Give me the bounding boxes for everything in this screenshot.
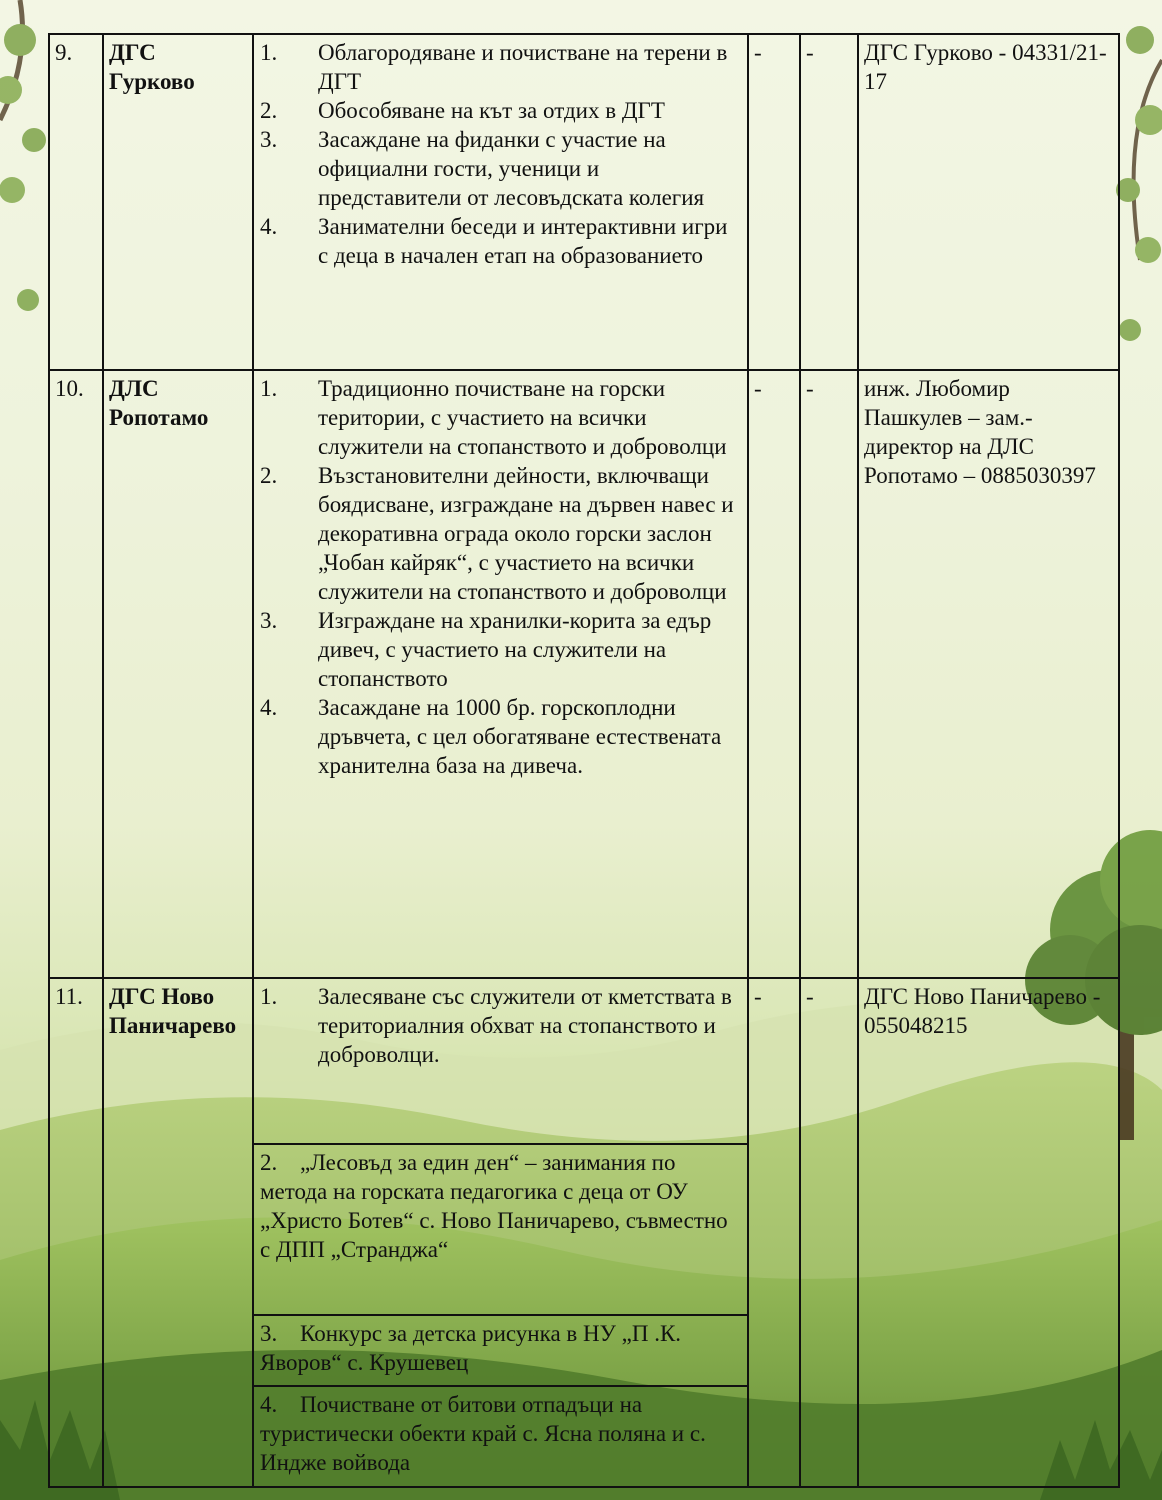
item-number: 4. (260, 214, 278, 239)
list-item (260, 96, 741, 125)
column-4-value: - (748, 978, 800, 1487)
item-number: 1. (260, 984, 278, 1009)
item-text: Конкурс за детска рисунка в НУ „П .К. Яворов“ с. Крушевец (260, 1321, 682, 1375)
list-item (260, 606, 741, 693)
organization-name: ДЛС Ропотамо (103, 370, 253, 978)
item-text: Залесяване със служители от кметствата в териториалния обхват на стопанството и доброволци. (318, 984, 732, 1067)
activity-block-1 (254, 979, 747, 1143)
contact-info: ДГС Ново Паничарево - 055048215 (858, 978, 1119, 1487)
activities-list (254, 35, 747, 270)
table-row (49, 34, 1119, 370)
column-4-value: - (748, 34, 800, 370)
activity-block-4 (254, 1385, 747, 1486)
list-item (260, 38, 741, 96)
row-number: 11. (49, 978, 103, 1487)
list-item (260, 982, 741, 1069)
column-5-value: - (800, 370, 858, 978)
item-number: 1. (260, 40, 278, 65)
activities-table (48, 33, 1120, 1488)
organization-name: ДГС Гурково (103, 34, 253, 370)
table-row (49, 978, 1119, 1487)
column-5-value: - (800, 34, 858, 370)
item-number: 3. (260, 608, 278, 633)
item-text: Засаждане на фиданки с участие на официални гости, ученици и представители от лесовъдската колегия (318, 127, 705, 210)
item-number: 1. (260, 376, 278, 401)
item-text: Възстановителни дейности, включващи боядисване, изграждане на дървен навес и декоративна ограда около горски заслон „Чобан кайряк“, с участието на всички служители на стопанството и доброволци (318, 463, 734, 604)
item-number: 4. (260, 1392, 278, 1417)
list-item (260, 461, 741, 606)
activity-block-3 (254, 1314, 747, 1385)
item-number: 3. (260, 1321, 278, 1346)
item-number: 2. (260, 1150, 278, 1175)
branch-top-left (0, 0, 46, 311)
activity-block-2 (254, 1143, 747, 1314)
list-item (260, 374, 741, 461)
contact-info: ДГС Гурково - 04331/21-17 (858, 34, 1119, 370)
organization-name: ДГС Ново Паничарево (103, 978, 253, 1487)
item-number: 2. (260, 463, 278, 488)
activities-list (254, 371, 747, 780)
column-4-value: - (748, 370, 800, 978)
list-item (260, 212, 741, 270)
item-text: Обособяване на кът за отдих в ДГТ (318, 98, 665, 123)
activities-cell (253, 34, 748, 370)
item-text: Изграждане на хранилки-корита за едър дивеч, с участието на служители на стопанството (318, 608, 712, 691)
item-text: Почистване от битови отпадъци на туристически обекти край с. Ясна поляна и с. Индже войвода (260, 1392, 706, 1475)
list-item (260, 125, 741, 212)
branch-top-right (1116, 26, 1162, 341)
item-text: „Лесовъд за един ден“ – занимания по метода на горската педагогика с деца от ОУ „Христо Ботев“ с. Ново Паничарево, съвместно с ДПП „Странджа“ (260, 1150, 728, 1262)
activities-list (254, 979, 747, 1069)
item-text: Засаждане на 1000 бр. горскоплодни дръвчета, с цел обогатяване естествената хранителна база на дивеча. (318, 695, 722, 778)
item-text: Традиционно почистване на горски територии, с участието на всички служители на стопанството и доброволци (318, 376, 727, 459)
item-text: Облагородяване и почистване на терени в ДГТ (318, 40, 728, 94)
activities-cell (253, 370, 748, 978)
item-number: 4. (260, 695, 278, 720)
column-5-value: - (800, 978, 858, 1487)
item-number: 3. (260, 127, 278, 152)
list-item (260, 693, 741, 780)
item-number: 2. (260, 98, 278, 123)
row-number: 9. (49, 34, 103, 370)
item-text: Занимателни беседи и интерактивни игри с деца в начален етап на образованието (318, 214, 728, 268)
row-number: 10. (49, 370, 103, 978)
table-row (49, 370, 1119, 978)
contact-info: инж. Любомир Пашкулев – зам.-директор на ДЛС Ропотамо – 0885030397 (858, 370, 1119, 978)
activities-cell (253, 978, 748, 1487)
